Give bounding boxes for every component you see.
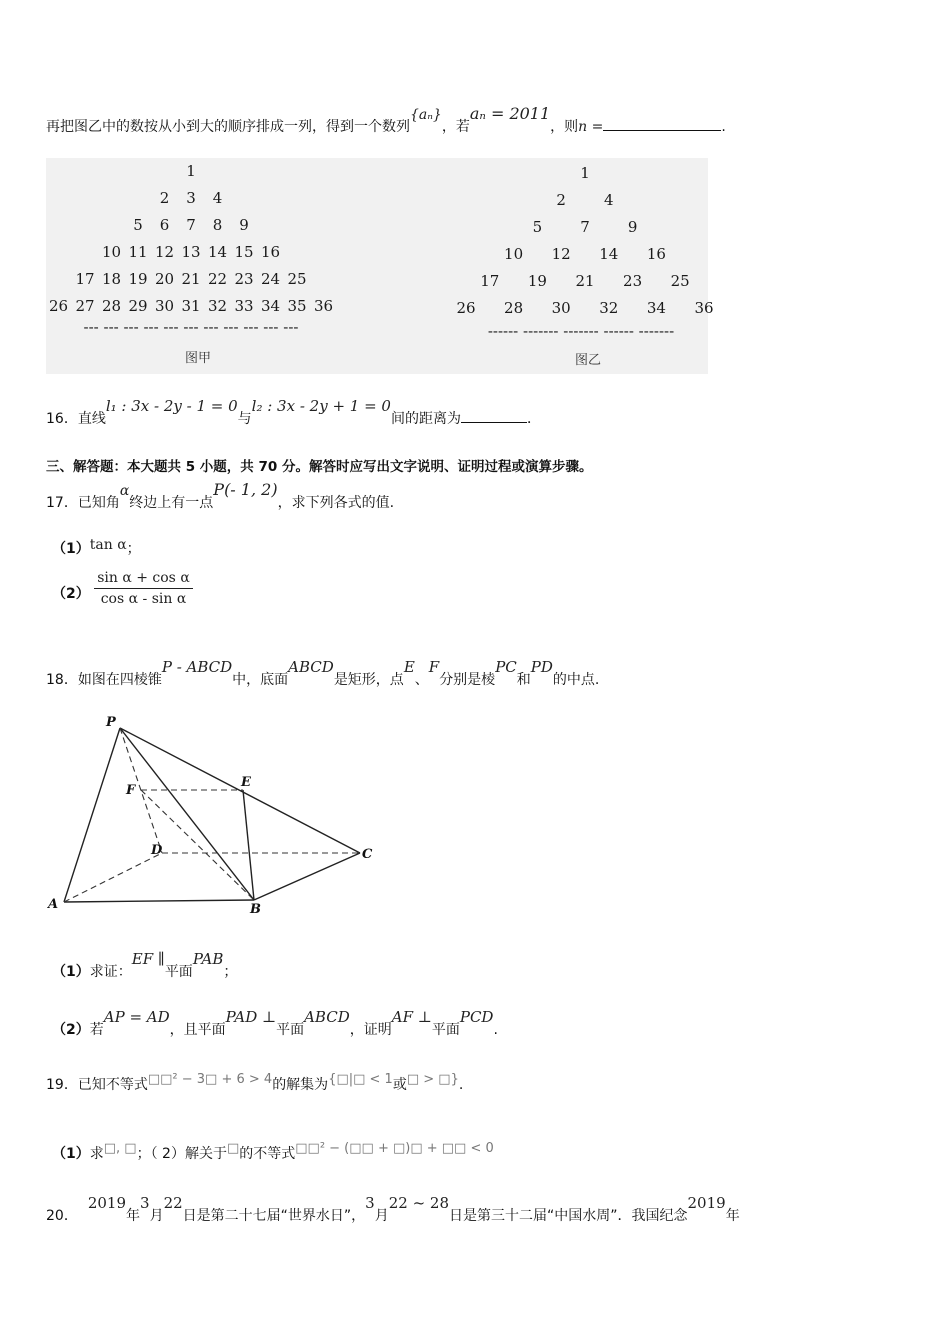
q19-line [46, 1074, 463, 1094]
q18-p2-end: . [493, 1022, 498, 1038]
jia-number: 11 [128, 243, 148, 261]
jia-caption: 图甲 [184, 351, 212, 366]
q18-part2 [52, 1008, 498, 1039]
q18-part1 [52, 950, 238, 981]
vertex-label-C: C [362, 847, 373, 862]
q20-t2: 月 [149, 1208, 164, 1224]
q19-p1-text2: 的不等式 [239, 1146, 296, 1162]
jia-number: 26 [48, 297, 69, 315]
jia-number: 6 [159, 216, 170, 234]
q15-var: n = [578, 119, 604, 135]
q18-p1-pab: PAB [192, 950, 224, 968]
q17-line [46, 480, 395, 512]
q19-set-b: □ > □} [406, 1072, 459, 1087]
jia-number: 24 [260, 270, 281, 288]
q18-sep: 、 [414, 672, 429, 688]
q19-p1-var: □ [226, 1141, 240, 1156]
q16-end: ． [526, 411, 541, 427]
q18-f: F [428, 658, 440, 676]
edge-AD-hidden [64, 853, 162, 902]
q19-p1-inequality: □□² − (□□ + □)□ + □□ < 0 [295, 1141, 494, 1156]
q16-text-a: 直线 [77, 411, 106, 427]
q18-pyramid: P - ABCD [161, 658, 233, 676]
q20-t1: 年 [126, 1208, 141, 1224]
q20-t6: 年 [725, 1208, 740, 1224]
vertex-label-P: P [106, 715, 116, 730]
q18-p2-if: 若 [89, 1022, 104, 1038]
yi-number: 12 [551, 245, 571, 263]
q19-inequality: □□² − 3□ + 6 > 4 [147, 1072, 273, 1087]
jia-number: 10 [101, 243, 122, 261]
q18-p2-plane1: 平面 [276, 1022, 305, 1038]
jia-number: 3 [186, 189, 196, 207]
jia-number: 13 [181, 243, 201, 261]
jia-number: 35 [287, 297, 307, 315]
q20-month-1: 3 [140, 1194, 150, 1212]
jia-number: 2 [159, 189, 170, 207]
jia-number: 22 [207, 270, 228, 288]
q18-p1-label: （1） [52, 964, 90, 980]
q17-num: 17． [46, 495, 78, 511]
q18-base: ABCD [288, 658, 334, 676]
q17-text-b: 终边上有一点 [129, 495, 214, 511]
q19-end: . [458, 1077, 464, 1093]
yi-number: 4 [604, 191, 614, 209]
yi-number: 30 [551, 299, 571, 317]
number-triangle-figures [46, 158, 714, 374]
q17-p2-numerator: sin α + cos α [94, 570, 193, 589]
q18-p1-ef: EF ∥ [131, 950, 165, 968]
jia-number: 5 [133, 216, 143, 234]
jia-number: 8 [212, 216, 223, 234]
q18-p2-pad: PAD ⊥ [225, 1008, 277, 1026]
vertex-label-D: D [151, 843, 163, 858]
q18-p1-plane: 平面 [164, 964, 193, 980]
number-triangle-svg [46, 158, 714, 374]
q15-answer-blank[interactable] [603, 116, 721, 131]
q18-p1-text: 求证： [89, 964, 132, 980]
q18-p2-pcd: PCD [459, 1008, 494, 1026]
q20-year-1: 2019 [87, 1194, 127, 1212]
q16-num: 16． [46, 411, 78, 427]
jia-number: 25 [287, 270, 307, 288]
jia-number: 16 [260, 243, 281, 261]
q17-p1-label: （1） [52, 541, 90, 557]
yi-number: 26 [456, 299, 476, 317]
jia-continuation-dots: --- --- --- --- --- --- --- --- --- --- --- [83, 318, 299, 336]
jia-number: 7 [186, 216, 196, 234]
q20-t3: 日是第二十七届“世界水日”， [182, 1208, 366, 1224]
yi-number: 28 [504, 299, 524, 317]
jia-number: 1 [186, 162, 196, 180]
q20-day-1: 22 [163, 1194, 183, 1212]
q17-alpha: α [119, 483, 130, 499]
vertex-label-A: A [48, 897, 59, 912]
jia-number: 30 [154, 297, 175, 315]
q18-e: E [403, 658, 415, 676]
q15-seq: {aₙ} [410, 107, 442, 123]
jia-number: 14 [207, 243, 228, 261]
yi-number: 32 [599, 299, 619, 317]
q15-text-a: 再把图乙中的数按从小到大的顺序排成一列，得到一个数列 [46, 119, 410, 135]
q18-line [46, 658, 600, 689]
jia-number: 12 [154, 243, 175, 261]
jia-number: 4 [212, 189, 223, 207]
yi-number: 14 [599, 245, 619, 263]
q15-text-b: ，若 [441, 119, 470, 135]
yi-number: 1 [580, 164, 590, 182]
q18-text-a: 如图在四棱锥 [77, 672, 162, 688]
yi-caption: 图乙 [574, 353, 602, 368]
jia-number: 20 [154, 270, 175, 288]
jia-number: 17 [75, 270, 95, 288]
q19-p1-vars: □, □ [103, 1141, 137, 1156]
q19-set-a: {□|□ < 1 [328, 1072, 393, 1087]
edge-BC [254, 853, 360, 900]
q15-line [46, 104, 726, 136]
q18-and: 和 [516, 672, 531, 688]
q19-text-b: 的解集为 [272, 1077, 329, 1093]
q18-text-d: 分别是棱 [439, 672, 496, 688]
q18-p2-af: AF ⊥ [391, 1008, 432, 1026]
q19-num: 19． [46, 1077, 78, 1093]
q20-days-2: 22 ~ 28 [388, 1194, 449, 1212]
jia-number: 36 [313, 297, 334, 315]
jia-number: 18 [101, 270, 122, 288]
yi-continuation-dots: ------ ------- ------- ------ ------- [487, 322, 675, 340]
q16-line [46, 397, 541, 428]
jia-number: 19 [128, 270, 148, 288]
q16-answer-blank[interactable] [461, 408, 527, 423]
jia-number: 29 [128, 297, 148, 315]
jia-number: 34 [260, 297, 281, 315]
q19-part1 [52, 1143, 494, 1163]
q20-year-2: 2019 [687, 1194, 726, 1212]
q18-p2-label: （2） [52, 1022, 90, 1038]
q19-or: 或 [392, 1077, 407, 1093]
yi-number: 17 [480, 272, 500, 290]
q19-p1-sep: ；（ 2）解关于 [136, 1146, 227, 1162]
jia-number: 31 [181, 297, 201, 315]
q18-text-e: 的中点. [552, 672, 600, 688]
jia-number: 27 [75, 297, 95, 315]
q18-text-c: 是矩形，点 [333, 672, 404, 688]
q17-p1-expr: tan α [89, 537, 127, 553]
yi-number: 2 [556, 191, 566, 209]
yi-number: 36 [694, 299, 714, 317]
q18-p1-end: ； [223, 964, 238, 980]
q20-month-2: 3 [365, 1194, 375, 1212]
vertex-label-B: B [250, 902, 261, 917]
q18-text-b: 中，底面 [232, 672, 289, 688]
yi-number: 25 [670, 272, 690, 290]
yi-number: 10 [504, 245, 524, 263]
q17-p1-end: ； [126, 541, 141, 557]
q18-p2-text-a: ，且平面 [169, 1022, 226, 1038]
q16-l2: l₂ : 3x - 2y + 1 = 0 [251, 397, 391, 415]
q15-text-c: ，则 [550, 119, 579, 135]
yi-number: 19 [527, 272, 547, 290]
q19-p1-text: 求 [89, 1146, 104, 1162]
yi-number: 7 [580, 218, 590, 236]
q17-p2-fraction [94, 570, 193, 607]
yi-number: 16 [646, 245, 666, 263]
yi-number: 34 [646, 299, 666, 317]
edge-AB [64, 900, 254, 902]
q20-num: 20． [46, 1208, 78, 1224]
q18-pc: PC [495, 658, 517, 676]
vertex-label-E: E [241, 775, 251, 790]
q16-text-b: 与 [237, 411, 252, 427]
q18-p2-cond: AP = AD [103, 1008, 170, 1026]
q16-text-c: 间的距离为 [390, 411, 461, 427]
yi-number: 23 [623, 272, 643, 290]
q18-p2-plane2: 平面 [431, 1022, 460, 1038]
q17-part1 [52, 538, 141, 558]
jia-number: 15 [234, 243, 254, 261]
q19-text-a: 已知不等式 [77, 1077, 148, 1093]
q16-l1: l₁ : 3x - 2y - 1 = 0 [105, 397, 238, 415]
q19-p1-label: （1） [52, 1146, 90, 1162]
q17-point: P(- 1, 2) [213, 480, 278, 499]
q18-p2-abcd: ABCD [304, 1008, 350, 1026]
jia-number: 33 [234, 297, 254, 315]
jia-number: 21 [181, 270, 201, 288]
pyramid-figure [40, 710, 380, 920]
jia-number: 28 [101, 297, 122, 315]
q20-t4: 月 [374, 1208, 389, 1224]
q17-p2-label: （2） [52, 585, 90, 602]
q17-p2-denominator: cos α - sin α [100, 591, 187, 607]
q18-num: 18． [46, 672, 78, 688]
q18-p2-text-b: ，证明 [349, 1022, 392, 1038]
q20-line [46, 1194, 740, 1225]
jia-number: 9 [239, 216, 249, 234]
yi-number: 9 [627, 218, 638, 236]
q15-cond: aₙ = 2011 [469, 104, 551, 123]
q17-text-a: 已知角 [77, 495, 120, 511]
edge-PB [120, 728, 254, 900]
yi-number: 21 [575, 272, 595, 290]
q17-text-c: ，求下列各式的值. [277, 495, 395, 511]
edge-PA [64, 728, 120, 902]
section-3-header: 三、解答题：本大题共 5 小题，共 70 分。解答时应写出文字说明、证明过程或演算步骤。 [46, 459, 593, 475]
q20-t5: 日是第三十二届“中国水周”．我国纪念 [449, 1208, 688, 1224]
q15-end: . [721, 119, 726, 135]
jia-number: 23 [234, 270, 254, 288]
jia-number: 32 [207, 297, 228, 315]
q17-part2 [52, 570, 193, 607]
vertex-label-F: F [126, 783, 136, 798]
yi-number: 5 [532, 218, 543, 236]
segment-EB [243, 790, 254, 900]
q18-pd: PD [530, 658, 553, 676]
